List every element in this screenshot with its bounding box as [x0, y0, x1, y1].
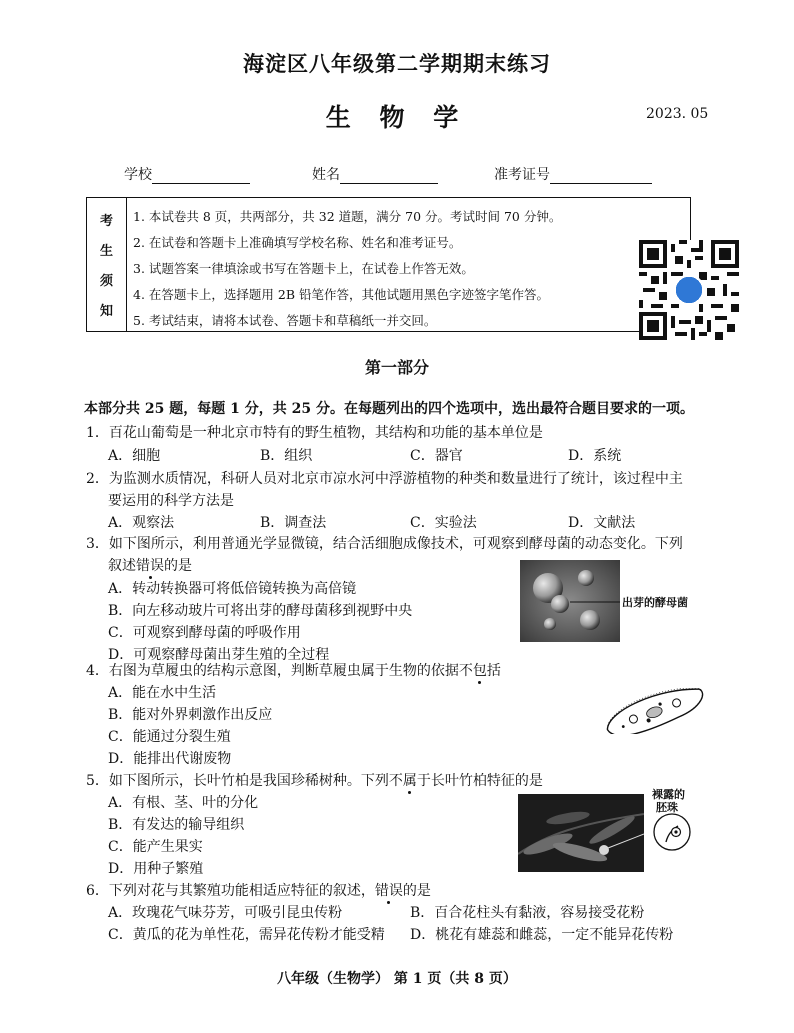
- exam-number-field: [494, 164, 652, 184]
- notice-label: 考 生 须 知: [87, 198, 127, 331]
- part-instruction: 本部分共 25 题，每题 1 分，共 25 分。在每题列出的四个选项中，选出最符合题目要求的一项。: [84, 401, 694, 417]
- exam-title: 海淀区八年级第二学期期末练习: [243, 51, 551, 76]
- question-1-option-d: D．系统: [568, 448, 622, 464]
- emphasis-text: 不属于: [388, 773, 431, 789]
- question-3-stem-line-1: 3．如下图所示，利用普通光学显微镜，结合活细胞成像技术，可观察到酵母菌的动态变化。下列: [86, 536, 683, 552]
- question-1-option-c: C．器官: [410, 448, 463, 464]
- yeast-figure-label: 出芽的酵母菌: [622, 596, 688, 609]
- question-6-option-b: B．百合花柱头有黏液，容易接受花粉: [410, 905, 645, 921]
- question-2-stem-line-2: 要运用的科学方法是: [108, 493, 234, 509]
- part-one-title: 第一部分: [364, 358, 429, 377]
- name-label: 姓名: [312, 167, 340, 183]
- notice-items: [133, 204, 561, 334]
- question-4-option-b: B．能对外界刺激作出反应: [108, 707, 273, 723]
- question-6-stem: 6．下列对花与其繁殖功能相适应特征的叙述，错误的是: [86, 883, 431, 899]
- yeast-micrograph-figure: [520, 560, 620, 642]
- question-2-option-b: B．调查法: [260, 515, 327, 531]
- question-4-stem: 4．右图为草履虫的结构示意图，判断草履虫属于生物的依据不包括: [86, 663, 501, 679]
- paramecium-diagram: [596, 688, 714, 734]
- emphasis-text: 不包括: [458, 663, 501, 679]
- question-6-option-c: C．黄瓜的花为单性花，需异花传粉才能受精: [108, 927, 385, 943]
- question-6-option-a: A．玫瑰花气味芬芳，可吸引昆虫传粉: [108, 905, 343, 921]
- exam-number-label: 准考证号: [494, 167, 550, 183]
- question-3-option-a: A．转动转换器可将低倍镜转换为高倍镜: [108, 581, 357, 597]
- question-5-option-c: C．能产生果实: [108, 839, 203, 855]
- question-1-option-a: A．细胞: [108, 448, 161, 464]
- question-5-stem: 5．如下图所示，长叶竹柏是我国珍稀树种。下列不属于长叶竹柏特征的是: [86, 773, 543, 789]
- subject-title: 生 物 学: [325, 103, 469, 132]
- school-field: [124, 164, 250, 184]
- page-footer: 八年级（生物学） 第 1 页（共 8 页）: [277, 971, 517, 987]
- question-4-option-c: C．能通过分裂生殖: [108, 729, 231, 745]
- question-5-option-d: D．用种子繁殖: [108, 861, 204, 877]
- question-6-option-d: D．桃花有雄蕊和雌蕊，一定不能异花传粉: [410, 927, 674, 943]
- question-3-stem-line-2: 叙述错误的是: [108, 558, 192, 574]
- notice-item: 1. 本试卷共 8 页，共两部分，共 32 道题，满分 70 分。考试时间 70 分钟。: [133, 209, 562, 224]
- question-2-stem-line-1: 2．为监测水质情况，科研人员对北京市凉水河中浮游植物的种类和数量进行了统计，该过程中主: [86, 471, 683, 487]
- name-field: [312, 164, 438, 184]
- emphasis-text: 错误: [136, 558, 164, 574]
- question-5-option-a: A．有根、茎、叶的分化: [108, 795, 259, 811]
- notice-item: 4. 在答题卡上，选择题用 2B 铅笔作答，其他试题用黑色字迹签字笔作答。: [133, 287, 549, 302]
- ovule-label-line-1: 裸露的: [652, 788, 685, 801]
- school-label: 学校: [124, 167, 152, 183]
- question-3-option-d: D．可观察酵母菌出芽生殖的全过程: [108, 647, 330, 663]
- notice-item: 3. 试题答案一律填涂或书写在答题卡上，在试卷上作答无效。: [133, 261, 474, 276]
- ovule-label-line-2: 胚珠: [656, 801, 678, 814]
- qr-code-icon: [639, 240, 739, 340]
- question-3-option-c: C．可观察到酵母菌的呼吸作用: [108, 625, 301, 641]
- question-3-option-b: B．向左移动玻片可将出芽的酵母菌移到视野中央: [108, 603, 413, 619]
- notice-item: 2. 在试卷和答题卡上准确填写学校名称、姓名和准考证号。: [133, 235, 462, 250]
- ovule-closeup-icon: [652, 812, 692, 852]
- emphasis-text: 错误: [374, 883, 403, 899]
- podocarpus-photo-figure: [518, 794, 644, 872]
- exam-date: 2023. 05: [646, 106, 709, 122]
- question-2-option-a: A．观察法: [108, 515, 175, 531]
- question-2-option-c: C．实验法: [410, 515, 477, 531]
- question-1-stem: 1．百花山葡萄是一种北京市特有的野生植物，其结构和功能的基本单位是: [86, 425, 543, 441]
- question-4-option-a: A．能在水中生活: [108, 685, 217, 701]
- question-5-option-b: B．有发达的输导组织: [108, 817, 245, 833]
- question-4-option-d: D．能排出代谢废物: [108, 751, 232, 767]
- exam-notice-box: [86, 197, 691, 332]
- question-1-option-b: B．组织: [260, 448, 313, 464]
- notice-item: 5. 考试结束，请将本试卷、答题卡和草稿纸一并交回。: [133, 313, 437, 328]
- question-2-option-d: D．文献法: [568, 515, 636, 531]
